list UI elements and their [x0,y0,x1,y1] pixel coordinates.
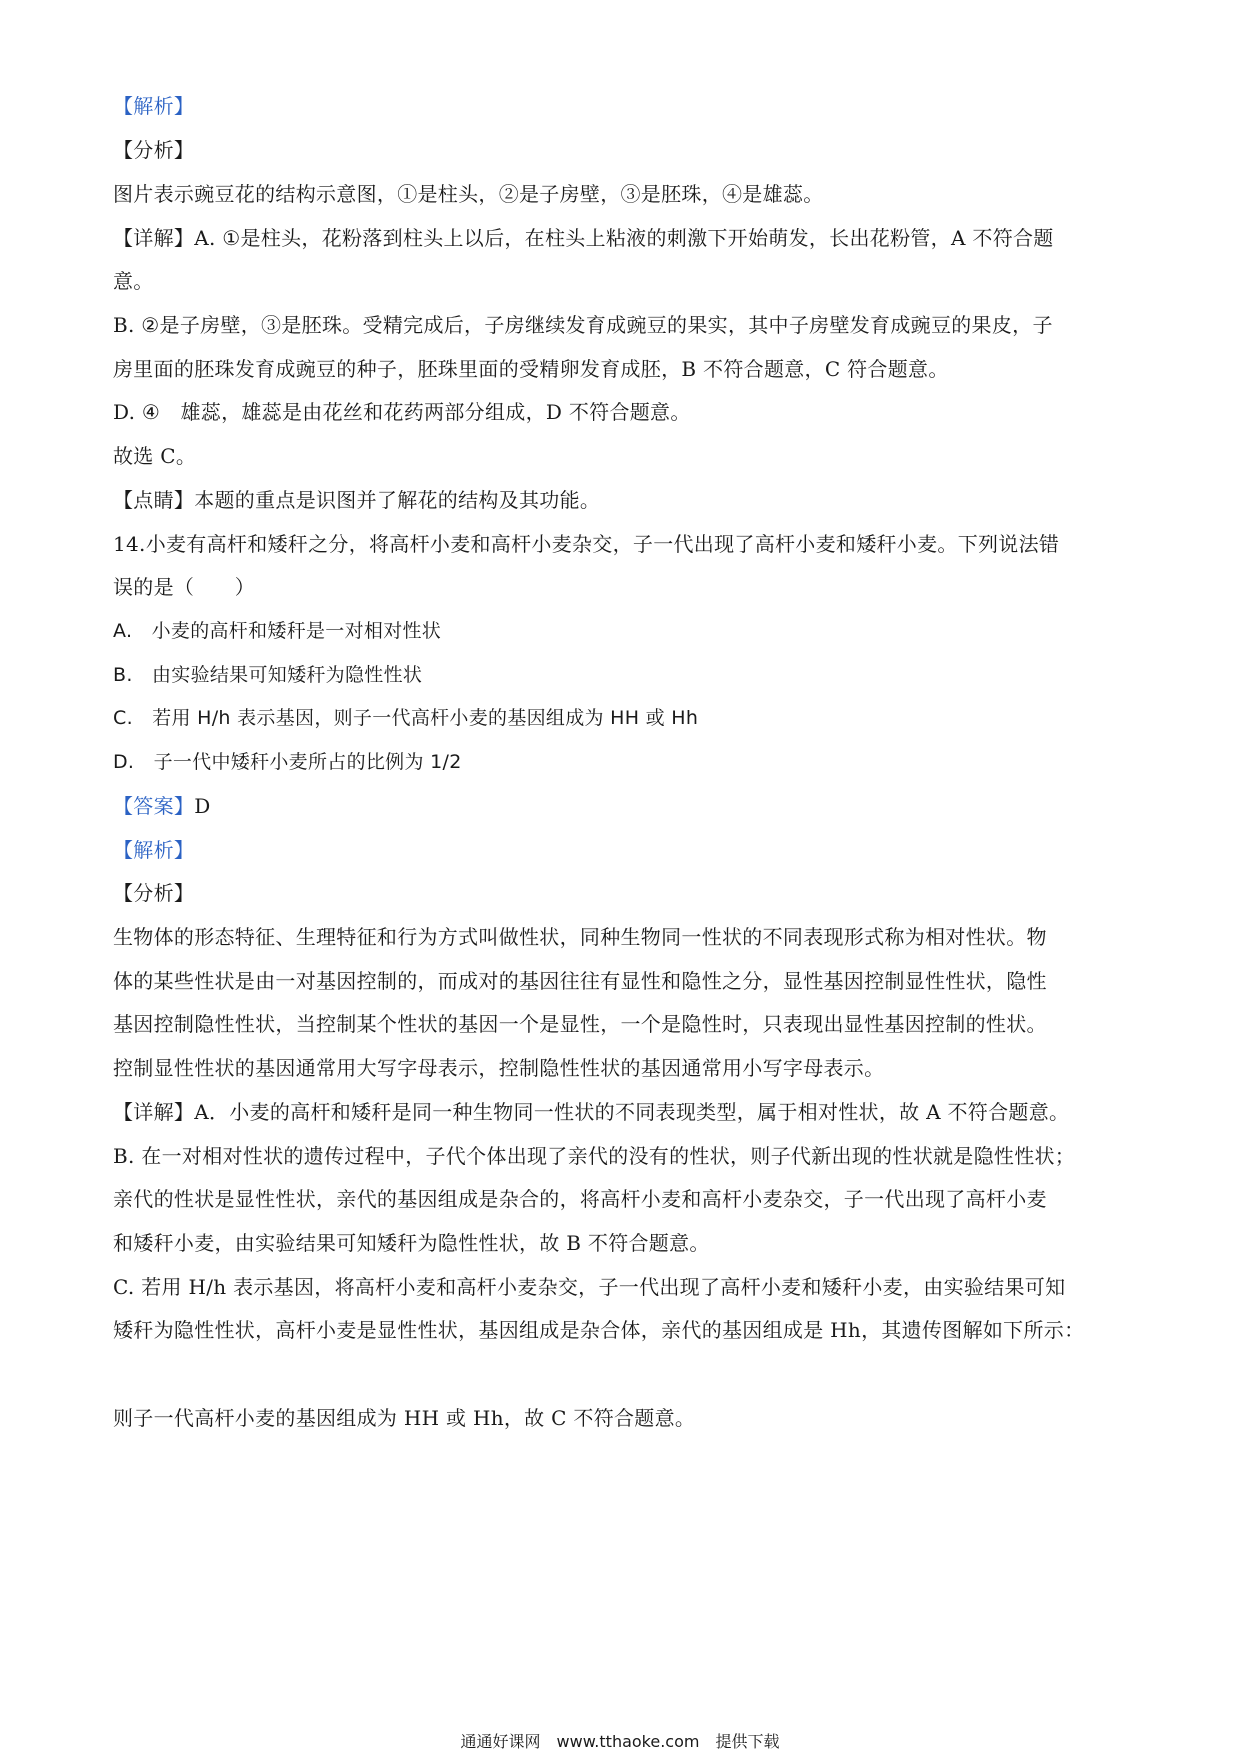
paragraph-line: 和矮秆小麦，由实验结果可知矮秆为隐性性状，故 B 不符合题意。 [113,1231,710,1255]
question-stem: 误的是（ ） [113,575,256,599]
paragraph-line: C. 若用 H/h 表示基因，将高杆小麦和高杆小麦杂交，子一代出现了高杆小麦和矮秆小麦，由实验结果可知 [113,1275,1066,1299]
paragraph-line: 生物体的形态特征、生理特征和行为方式叫做性状，同种生物同一性状的不同表现形式称为相对性状。物 [113,925,1047,949]
paragraph-line: D. ④ 雄蕊，雄蕊是由花丝和花药两部分组成，D 不符合题意。 [113,400,691,424]
paragraph-line: B. 在一对相对性状的遗传过程中，子代个体出现了亲代的没有的性状，则子代新出现的性状就是隐性性状； [113,1144,1076,1168]
paragraph-line: 【详解】A．小麦的高杆和矮秆是同一种生物同一性状的不同表现类型，属于相对性状，故 A 不符合题意。 [113,1100,1070,1124]
paragraph-line: B. ②是子房壁，③是胚珠。受精完成后，子房继续发育成豌豆的果实，其中子房壁发育成豌豆的果皮，子 [113,313,1053,337]
paragraph-line: 故选 C。 [113,444,197,468]
page-footer: 通通好课网 www.tthaoke.com 提供下载 [460,1732,780,1751]
answer-value: D [194,794,211,818]
paragraph-line: 矮秆为隐性性状，高杆小麦是显性性状，基因组成是杂合体，亲代的基因组成是 Hh，其遗传图解如下所示： [113,1318,1085,1342]
option-c: C. 若用 H/h 表示基因，则子一代高杆小麦的基因组成为 HH 或 Hh [113,707,699,729]
section-heading-jiexi: 【解析】 [113,94,195,118]
option-b: B. 由实验结果可知矮秆为隐性性状 [113,664,423,686]
paragraph-line: 图片表示豌豆花的结构示意图，①是柱头，②是子房壁，③是胚珠，④是雄蕊。 [113,182,824,206]
paragraph-line: 意。 [113,269,154,293]
paragraph-line: 亲代的性状是显性性状，亲代的基因组成是杂合的，将高杆小麦和高杆小麦杂交，子一代出现了高杆小麦 [113,1187,1047,1211]
paragraph-line: 则子一代高杆小麦的基因组成为 HH 或 Hh，故 C 不符合题意。 [113,1406,696,1430]
paragraph-line: 体的某些性状是由一对基因控制的，而成对的基因往往有显性和隐性之分，显性基因控制显性性状，隐性 [113,969,1047,993]
question-stem: 14.小麦有高杆和矮秆之分，将高杆小麦和高杆小麦杂交，子一代出现了高杆小麦和矮秆小麦。下列说法错 [113,532,1060,556]
paragraph-line: 【详解】A. ①是柱头，花粉落到柱头上以后，在柱头上粘液的刺激下开始萌发，长出花粉管，A 不符合题 [113,226,1054,250]
paragraph-line: 控制显性性状的基因通常用大写字母表示，控制隐性性状的基因通常用小写字母表示。 [113,1056,885,1080]
section-heading-jiexi: 【解析】 [113,838,195,862]
section-heading-fenxi: 【分析】 [113,881,195,905]
answer-line [113,792,1133,820]
option-d: D. 子一代中矮秆小麦所占的比例为 1/2 [113,751,462,773]
paragraph-line: 【点睛】本题的重点是识图并了解花的结构及其功能。 [113,488,601,512]
paragraph-line: 房里面的胚珠发育成豌豆的种子，胚珠里面的受精卵发育成胚，B 不符合题意，C 符合题意。 [113,357,949,381]
option-a: A. 小麦的高杆和矮秆是一对相对性状 [113,620,442,642]
section-heading-fenxi: 【分析】 [113,138,195,162]
paragraph-line: 基因控制隐性性状，当控制某个性状的基因一个是显性，一个是隐性时，只表现出显性基因控制的性状。 [113,1012,1047,1036]
answer-label: 【答案】 [113,794,195,818]
